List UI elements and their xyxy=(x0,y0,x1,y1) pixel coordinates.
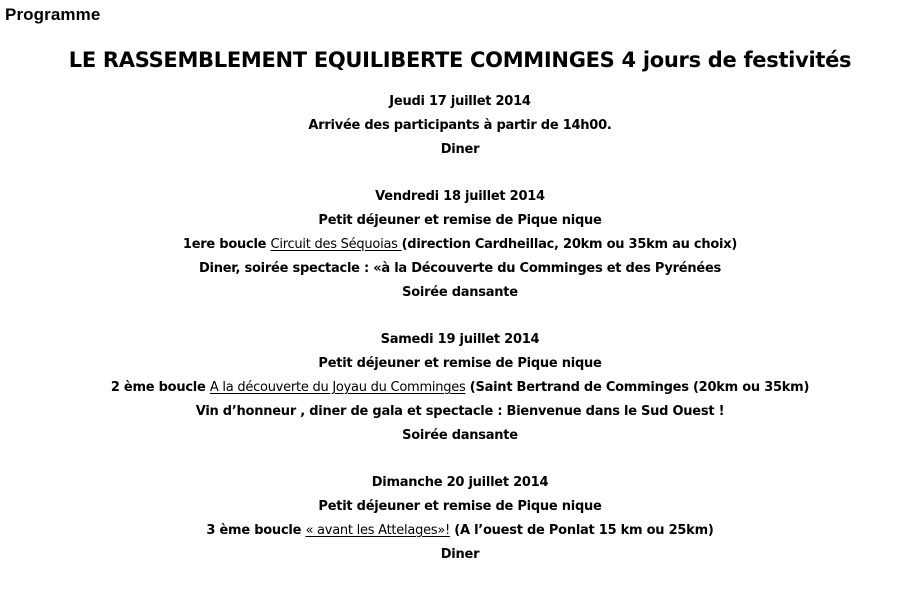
loop-prefix: 3 ème boucle xyxy=(206,523,306,538)
loop-link-sequoias[interactable]: Circuit des Séquoias xyxy=(270,237,402,252)
day-line-loop xyxy=(0,233,920,257)
loop-prefix: 2 ème boucle xyxy=(110,380,210,395)
day-line-evening-show: Diner, soirée spectacle : «à la Découverte du Comminges et des Pyrénées xyxy=(198,261,721,276)
day-line-loop xyxy=(0,376,920,400)
loop-link-joyau[interactable]: A la découverte du Joyau du Comminges xyxy=(209,380,466,395)
day-date: Vendredi 18 juillet 2014 xyxy=(375,189,545,204)
day-saturday xyxy=(0,328,920,448)
day-date: Samedi 19 juillet 2014 xyxy=(380,332,540,347)
loop-suffix: (direction Cardheillac, 20km ou 35km au choix) xyxy=(401,237,738,252)
day-line-dance: Soirée dansante xyxy=(402,285,518,300)
loop-suffix: (A l’ouest de Ponlat 15 km ou 25km) xyxy=(450,523,714,538)
day-sunday xyxy=(0,471,920,567)
document-title: LE RASSEMBLEMENT EQUILIBERTE COMMINGES 4 jours de festivités xyxy=(68,48,852,72)
day-line-loop xyxy=(0,519,920,543)
day-date: Dimanche 20 juillet 2014 xyxy=(371,475,549,490)
day-line-gala: Vin d’honneur , diner de gala et spectacle : Bienvenue dans le Sud Ouest ! xyxy=(195,404,725,419)
day-line-dance: Soirée dansante xyxy=(402,428,518,443)
day-line-dinner: Diner xyxy=(440,547,480,562)
loop-suffix: (Saint Bertrand de Comminges (20km ou 35km) xyxy=(465,380,810,395)
day-line-breakfast: Petit déjeuner et remise de Pique nique xyxy=(318,499,602,514)
day-line-arrival: Arrivée des participants à partir de 14h00. xyxy=(308,118,612,133)
program-schedule xyxy=(0,90,920,590)
header-label: Programme xyxy=(5,5,101,24)
day-line-dinner: Diner xyxy=(440,142,480,157)
day-date: Jeudi 17 juillet 2014 xyxy=(389,94,531,109)
day-thursday xyxy=(0,90,920,162)
day-line-breakfast: Petit déjeuner et remise de Pique nique xyxy=(318,356,602,371)
day-friday xyxy=(0,185,920,305)
day-line-breakfast: Petit déjeuner et remise de Pique nique xyxy=(318,213,602,228)
loop-prefix: 1ere boucle xyxy=(182,237,271,252)
loop-link-attelages[interactable]: « avant les Attelages»! xyxy=(305,523,451,538)
